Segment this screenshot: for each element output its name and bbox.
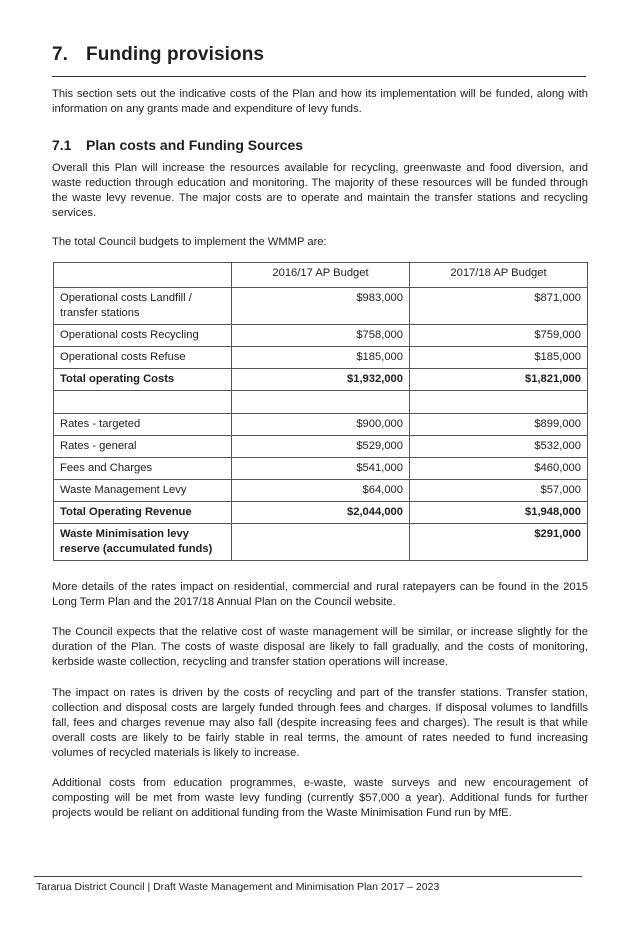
budget-2016-value: $2,044,000 [232,502,410,524]
budget-2017-value [410,391,588,414]
budget-2016-value: $64,000 [232,480,410,502]
row-label: Fees and Charges [54,458,232,480]
budget-2017-value: $460,000 [410,458,588,480]
table-intro-paragraph: The total Council budgets to implement the WMMP are: [52,236,327,248]
subsection-number: 7.1 [52,137,72,153]
budget-2017-value: $871,000 [410,288,588,325]
budget-2017-value: $899,000 [410,414,588,436]
row-label: Waste Minimisation levy reserve (accumulated funds) [54,524,232,561]
intro-paragraph: This section sets out the indicative costs of the Plan and how its implementation will be funded, along with information on any grants made and expenditure of levy funds. [52,88,588,115]
rates-impact-paragraph: The impact on rates is driven by the costs of recycling and part of the transfer stations. Transfer station, collection and disposal costs are largely funded through fees and charges. If disposal volumes to landfills fall, fees and charges revenue may also fall (despite increasing fees and charges). The result is that while overall costs are likely to be fairly stable in real terms, the amount of rates needed to fund increasing volumes of recycled materials is likely to increase. [52,687,588,759]
row-label: Rates - general [54,436,232,458]
table-reserve-row [54,524,588,561]
section-title: Funding provisions [86,44,265,65]
table-row [54,480,588,502]
table-header-cell: 2016/17 AP Budget [232,263,410,288]
table-header-cell [54,263,232,288]
budget-2016-value: $541,000 [232,458,410,480]
cost-outlook-paragraph: The Council expects that the relative cost of waste management will be similar, or increase slightly for the duration of the Plan. The costs of waste disposal are likely to fall gradually, and the costs of monitoring, kerbside waste collection, recycling and transfer station operations will increase. [52,626,588,668]
row-label: Total Operating Revenue [54,502,232,524]
table-row [54,325,588,347]
row-label: Operational costs Recycling [54,325,232,347]
budget-2017-value: $759,000 [410,325,588,347]
row-label: Operational costs Refuse [54,347,232,369]
footer-rule [34,876,582,877]
table-row [54,414,588,436]
table-spacer-row [54,391,588,414]
section-number: 7. [52,44,69,65]
heading-rule [52,76,586,77]
budget-2016-value: $900,000 [232,414,410,436]
table-row [54,288,588,325]
row-label: Rates - targeted [54,414,232,436]
overview-paragraph: Overall this Plan will increase the resources available for recycling, greenwaste and food diversion, and waste reduction through education and monitoring. The majority of these resources will be funded through the waste levy revenue. The major costs are to operate and maintain the transfer stations and recycling services. [52,162,588,219]
table-total-row [54,369,588,391]
additional-costs-paragraph: Additional costs from education programmes, e-waste, waste surveys and new encouragement of composting will be met from waste levy funding (currently $57,000 a year). Additional funds for further projects would be reliant on additional funding from the Waste Minimisation Fund run by MfE. [52,777,588,819]
budget-2017-value: $291,000 [410,524,588,561]
budget-2017-value: $1,821,000 [410,369,588,391]
table-row [54,436,588,458]
table-total-row [54,502,588,524]
row-label: Total operating Costs [54,369,232,391]
budget-2016-value: $529,000 [232,436,410,458]
budget-2016-value [232,391,410,414]
budget-2017-value: $1,948,000 [410,502,588,524]
table-row [54,347,588,369]
budget-2016-value: $185,000 [232,347,410,369]
row-label: Waste Management Levy [54,480,232,502]
budget-table [53,262,588,561]
budget-2016-value: $983,000 [232,288,410,325]
table-row [54,458,588,480]
table-header-cell: 2017/18 AP Budget [410,263,588,288]
section-heading [52,44,264,66]
table-header-row [54,263,588,288]
page-footer: Tararua District Council | Draft Waste Management and Minimisation Plan 2017 – 2023 [36,881,440,893]
subsection-title: Plan costs and Funding Sources [86,137,304,153]
budget-2016-value: $758,000 [232,325,410,347]
budget-2017-value: $57,000 [410,480,588,502]
row-label: Operational costs Landfill / transfer stations [54,288,232,325]
budget-2016-value [232,524,410,561]
budget-2017-value: $532,000 [410,436,588,458]
subsection-heading [52,137,303,153]
budget-2016-value: $1,932,000 [232,369,410,391]
budget-2017-value: $185,000 [410,347,588,369]
row-label [54,391,232,414]
rates-details-paragraph: More details of the rates impact on residential, commercial and rural ratepayers can be found in the 2015 Long Term Plan and the 2017/18 Annual Plan on the Council website. [52,581,588,608]
